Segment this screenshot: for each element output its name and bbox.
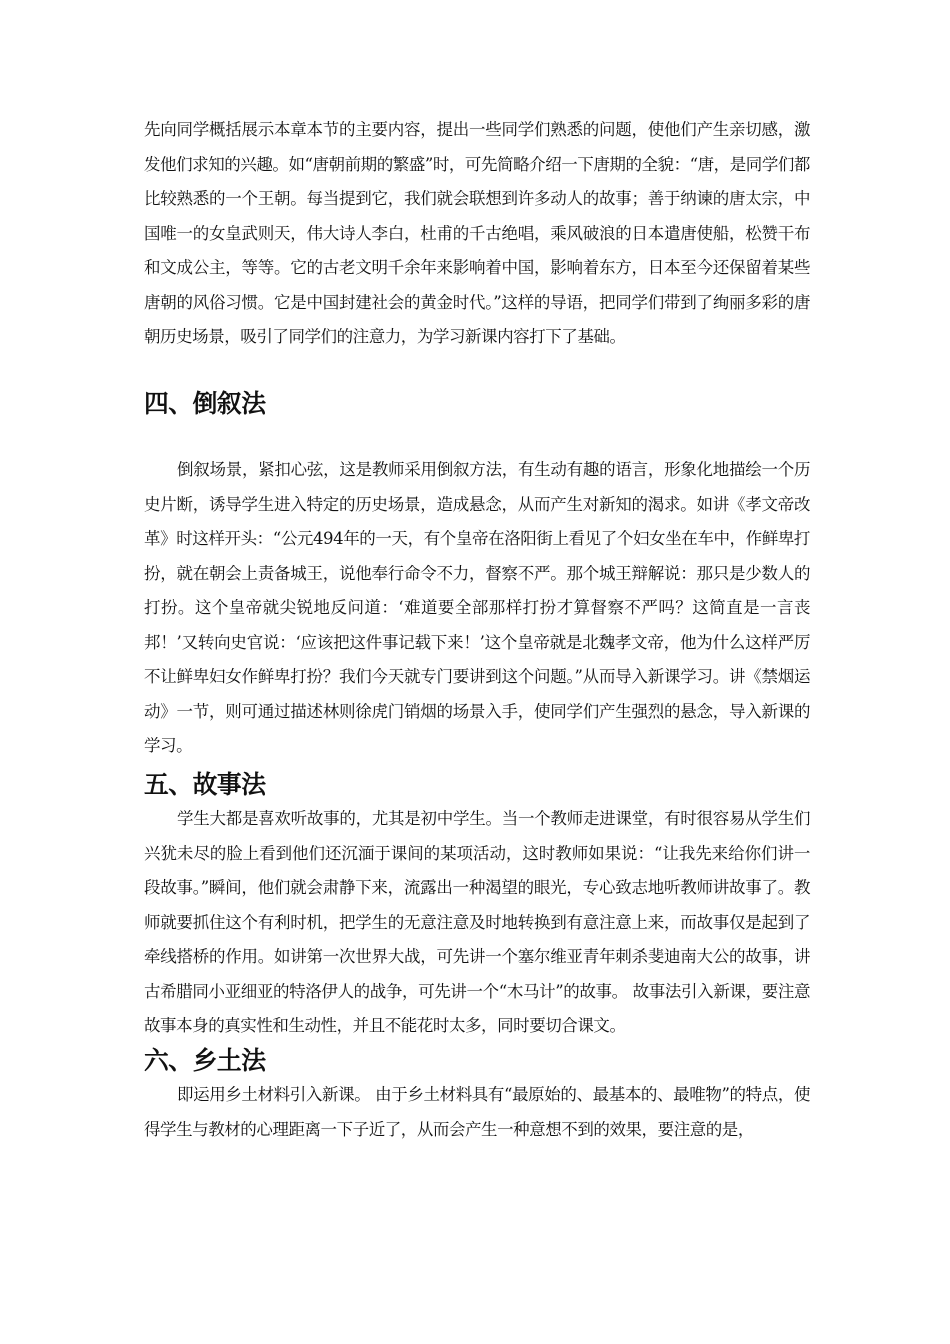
paragraph-story-method: 学生大都是喜欢听故事的，尤其是初中学生。当一个教师走进课堂，有时很容易从学生们兴犹未尽的脸上看到他们还沉湎于课间的某项活动，这时教师如果说：“让我先来给你们讲一段故事。”瞬间，他们就会肃静下来，流露出一种渴望的眼光，专心致志地听教师讲故事了。教师就要抓住这个有利时机，把学生的无意注意及时地转换到有意注意上来，而故事仅是起到了牵线搭桥的作用。如讲第一次世界大战，可先讲一个塞尔维亚青年刺杀斐迪南大公的故事，讲古希腊同小亚细亚的特洛伊人的战争，可先讲一个“木马计”的故事。 故事法引入新课，要注意故事本身的真实性和生动性，并且不能花时太多，同时要切合课文。 [144, 809, 810, 1035]
spacer [144, 421, 810, 453]
document-body [144, 113, 810, 1147]
section-heading-local-material: 六、乡土法 [144, 1045, 266, 1075]
paragraph-flashback-method: 倒叙场景，紧扣心弦，这是教师采用倒叙方法，有生动有趣的语言，形象化地描绘一个历史片断，诱导学生进入特定的历史场景，造成悬念，从而产生对新知的渴求。如讲《孝文帝改革》时这样开头：“公元494年的一天，有个皇帝在洛阳街上看见了个妇女坐在车中，作鲜卑打扮，就在朝会上责备城王，说他奉行命令不力，督察不严。那个城王辩解说：那只是少数人的打扮。这个皇帝就尖锐地反问道：‘难道要全部那样打扮才算督察不严吗？这简直是一言丧邦！’又转向史官说：‘应该把这件事记载下来！’这个皇帝就是北魏孝文帝，他为什么这样严厉不让鲜卑妇女作鲜卑打扮？我们今天就专门要讲到这个问题。”从而导入新课学习。讲《禁烟运动》一节，则可通过描述林则徐虎门销烟的场景入手，使同学们产生强烈的悬念，导入新课的学习。 [144, 460, 810, 755]
section-heading-story: 五、故事法 [144, 769, 266, 799]
paragraph-local-material-method: 即运用乡土材料引入新课。 由于乡土材料具有“最原始的、最基本的、最唯物”的特点，使得学生与教材的心理距离一下子近了，从而会产生一种意想不到的效果，要注意的是， [144, 1085, 810, 1139]
paragraph-tang-dynasty-intro: 先向同学概括展示本章本节的主要内容，提出一些同学们熟悉的问题，使他们产生亲切感，激发他们求知的兴趣。如“唐朝前期的繁盛”时，可先简略介绍一下唐期的全貌：“唐，是同学们都比较熟悉的一个王朝。每当提到它，我们就会联想到许多动人的故事；善于纳谏的唐太宗，中国唯一的女皇武则天，伟大诗人李白，杜甫的千古绝唱，乘风破浪的日本遣唐使船，松赞干布和文成公主，等等。它的古老文明千余年来影响着中国，影响着东方，日本至今还保留着某些唐朝的风俗习惯。它是中国封建社会的黄金时代。”这样的导语，把同学们带到了绚丽多彩的唐朝历史场景，吸引了同学们的注意力，为学习新课内容打下了基础。 [144, 120, 810, 346]
spacer [144, 355, 810, 387]
section-heading-flashback: 四、倒叙法 [144, 388, 266, 418]
